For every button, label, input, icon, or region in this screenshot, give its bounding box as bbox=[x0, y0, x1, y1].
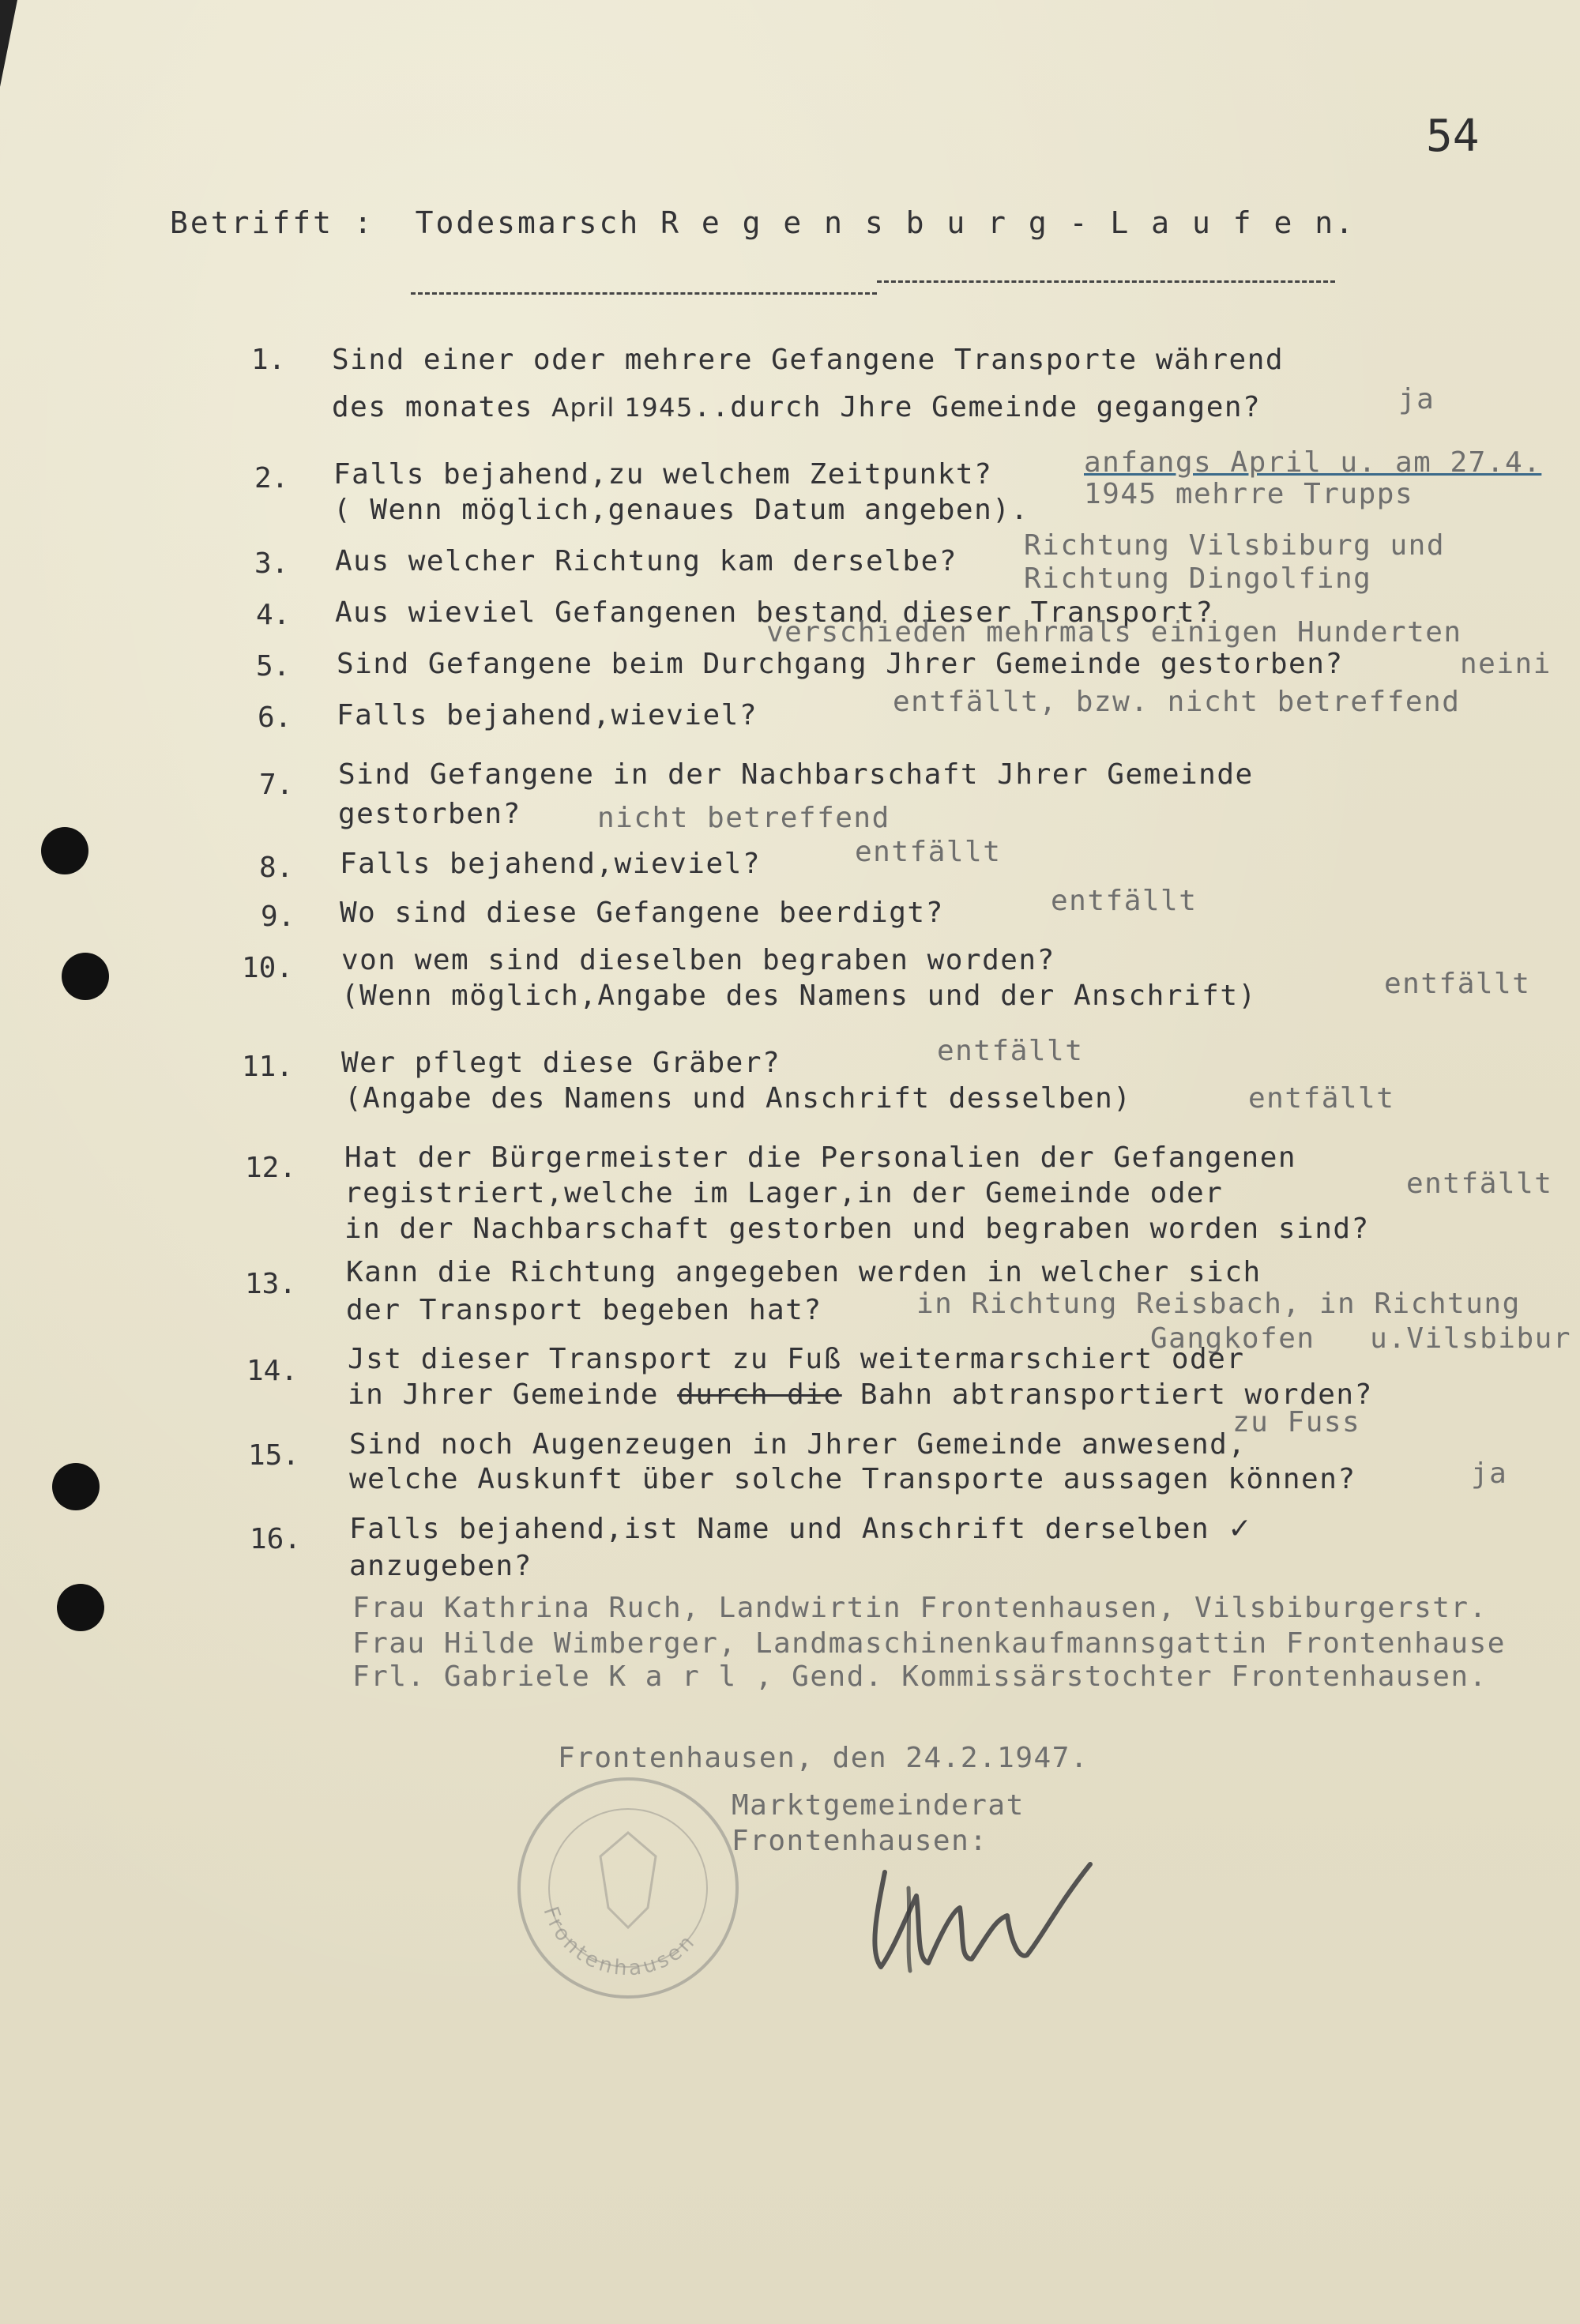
question-text: Falls bejahend,wieviel? bbox=[337, 699, 758, 731]
answer-text: entfällt, bzw. nicht betreffend bbox=[893, 686, 1461, 718]
question-text: der Transport begeben hat? bbox=[346, 1294, 822, 1326]
answer-text: entfällt bbox=[937, 1035, 1084, 1067]
answer-text: Richtung Vilsbiburg und bbox=[1024, 529, 1445, 562]
question-text: ( Wenn möglich,genaues Datum angeben). bbox=[333, 494, 1029, 526]
answer-text: entfällt bbox=[1248, 1082, 1395, 1115]
question-text: welche Auskunft über solche Transporte aussagen können? bbox=[349, 1463, 1356, 1495]
check-mark: ✓ bbox=[1228, 1513, 1254, 1545]
question-text: Aus welcher Richtung kam derselbe? bbox=[335, 545, 957, 577]
question-text: Falls bejahend,zu welchem Zeitpunkt? bbox=[333, 458, 993, 491]
subject-separator: : bbox=[353, 205, 374, 240]
punch-hole bbox=[52, 1463, 100, 1510]
question-text: Jst dieser Transport zu Fuß weitermarschiert oder bbox=[348, 1343, 1245, 1375]
question-number: 7. bbox=[259, 769, 294, 801]
handwritten-signature bbox=[861, 1841, 1114, 1983]
question-text: des monates April 1945..durch Jhre Gemeinde gegangen? bbox=[332, 391, 1262, 423]
torn-corner bbox=[0, 0, 47, 95]
question-number: 12. bbox=[245, 1152, 297, 1184]
question-text: Wer pflegt diese Gräber? bbox=[341, 1047, 781, 1079]
question-text: Falls bejahend,ist Name und Anschrift derselben ✓ bbox=[349, 1513, 1254, 1545]
question-number: 15. bbox=[248, 1439, 300, 1472]
question-number: 11. bbox=[242, 1051, 294, 1083]
question-text: Wo sind diese Gefangene beerdigt? bbox=[340, 897, 944, 929]
answer-text: in Richtung Reisbach, in Richtung bbox=[916, 1288, 1521, 1320]
punch-hole bbox=[41, 827, 88, 874]
question-number: 2. bbox=[254, 462, 289, 495]
answer-text: Gangkofen u.Vilsbibur bbox=[1150, 1322, 1571, 1355]
witness-entry: Frl. Gabriele K a r l , Gend. Kommissärstochter Frontenhausen. bbox=[352, 1660, 1488, 1693]
inline-answer: April 1945 bbox=[551, 393, 694, 423]
answer-text: zu Fuss bbox=[1232, 1406, 1361, 1438]
answer-text: neini bbox=[1460, 648, 1552, 680]
answer-text: ja bbox=[1471, 1457, 1508, 1490]
answer-text: verschieden mehrmals einigen Hunderten bbox=[766, 616, 1462, 649]
witness-entry: Frau Hilde Wimberger, Landmaschinenkaufmannsgattin Frontenhause bbox=[352, 1627, 1506, 1660]
question-number: 9. bbox=[261, 901, 295, 933]
answer-text: entfällt bbox=[855, 836, 1002, 868]
struck-text: durch die bbox=[677, 1378, 842, 1411]
question-text: Aus wieviel Gefangenen bestand dieser Transport? bbox=[335, 596, 1214, 629]
question-text: Sind Gefangene beim Durchgang Jhrer Gemeinde gestorben? bbox=[337, 648, 1344, 680]
question-text: Kann die Richtung angegeben werden in welcher sich bbox=[346, 1256, 1262, 1288]
question-text: Sind noch Augenzeugen in Jhrer Gemeinde anwesend, bbox=[349, 1428, 1247, 1461]
answer-text: entfällt bbox=[1051, 885, 1198, 917]
seal-text: Frontenhausen bbox=[538, 1903, 702, 1981]
question-number: 3. bbox=[254, 547, 289, 580]
subject-text: Todesmarsch R e g e n s b u r g - L a u f e n. bbox=[415, 205, 1356, 240]
svg-text:Frontenhausen bbox=[539, 1904, 702, 1980]
question-text: Sind einer oder mehrere Gefangene Transporte während bbox=[332, 344, 1285, 376]
answer-text: Richtung Dingolfing bbox=[1024, 562, 1372, 595]
subject-line bbox=[170, 205, 1356, 240]
official-seal bbox=[510, 1769, 747, 2006]
question-text: registriert,welche im Lager,in der Gemeinde oder bbox=[344, 1177, 1224, 1209]
authority-line-2: Frontenhausen: bbox=[732, 1825, 988, 1857]
question-text: gestorben? bbox=[338, 798, 521, 830]
punch-hole bbox=[62, 953, 109, 1000]
question-text: in Jhrer Gemeinde durch die Bahn abtransportiert worden? bbox=[348, 1378, 1373, 1411]
answer-text: entfällt bbox=[1384, 968, 1531, 1000]
witness-entry: Frau Kathrina Ruch, Landwirtin Frontenhausen, Vilsbiburgerstr. bbox=[352, 1592, 1488, 1624]
subject-label: Betrifft bbox=[170, 205, 334, 240]
question-number: 4. bbox=[256, 599, 291, 631]
question-text: Sind Gefangene in der Nachbarschaft Jhrer Gemeinde bbox=[338, 758, 1254, 791]
question-text: in der Nachbarschaft gestorben und begraben worden sind? bbox=[344, 1213, 1370, 1245]
answer-text: ja bbox=[1398, 383, 1435, 416]
header-underline-right bbox=[877, 280, 1335, 283]
question-text: (Wenn möglich,Angabe des Namens und der Anschrift) bbox=[341, 980, 1257, 1012]
question-text: anzugeben? bbox=[349, 1550, 532, 1582]
answer-text: anfangs April u. am 27.4. bbox=[1084, 446, 1542, 479]
question-text: (Angabe des Namens und Anschrift desselben) bbox=[344, 1082, 1132, 1115]
header-underline-left bbox=[411, 292, 877, 295]
answer-text: entfällt bbox=[1406, 1168, 1553, 1200]
page-number: 54 bbox=[1426, 111, 1480, 162]
question-number: 1. bbox=[251, 344, 286, 376]
question-number: 13. bbox=[245, 1268, 297, 1300]
question-number: 6. bbox=[258, 701, 292, 734]
question-text: Hat der Bürgermeister die Personalien der Gefangenen bbox=[344, 1141, 1297, 1174]
place-date: Frontenhausen, den 24.2.1947. bbox=[558, 1742, 1089, 1774]
question-number: 8. bbox=[259, 852, 294, 884]
answer-text: 1945 mehrre Trupps bbox=[1084, 478, 1414, 510]
question-number: 16. bbox=[250, 1523, 302, 1555]
question-number: 10. bbox=[242, 952, 294, 984]
answer-text: nicht betreffend bbox=[597, 802, 890, 834]
question-text: Falls bejahend,wieviel? bbox=[340, 848, 761, 880]
question-number: 5. bbox=[256, 650, 291, 683]
punch-hole bbox=[57, 1584, 104, 1631]
authority-line-1: Marktgemeinderat bbox=[732, 1789, 1025, 1822]
question-text: von wem sind dieselben begraben worden? bbox=[341, 944, 1055, 976]
question-number: 14. bbox=[246, 1355, 299, 1387]
